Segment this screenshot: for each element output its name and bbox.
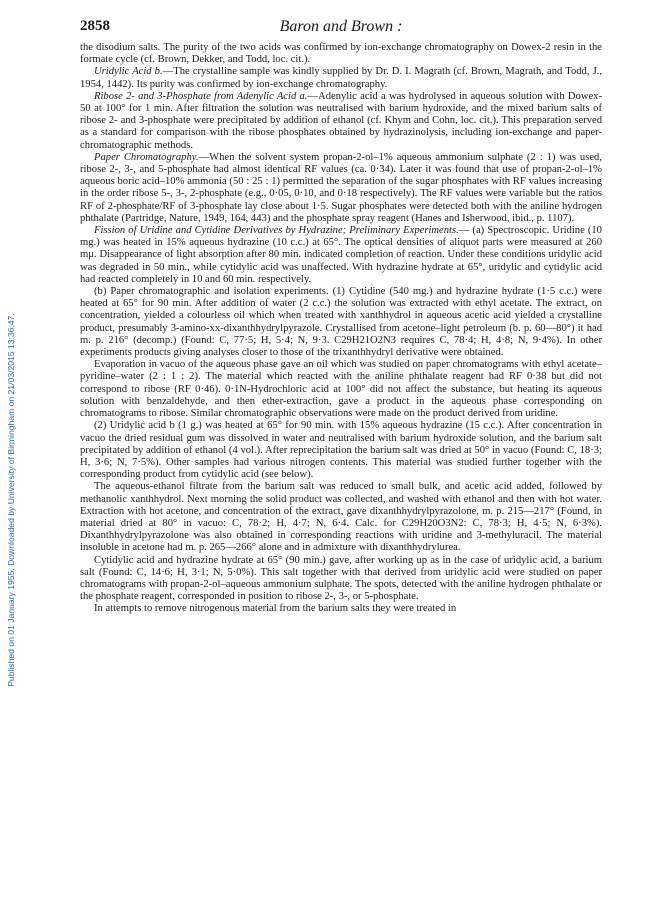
section-heading: Fission of Uridine and Cytidine Derivatives by Hydrazine; Preliminary Experiments. bbox=[94, 225, 459, 237]
paragraph bbox=[80, 91, 602, 152]
paragraph: Evaporation in vacuo of the aqueous phase gave an oil which was studied on paper chromatograms with ethyl acetate–pyridine–water (2 : 1 : 2). The material which reacted with the aniline phthalate reagent had RF 0·38 but did not correspond to ribose (RF 0·46). 0·1N-Hydrochloric acid at 100° did not affect the substance, but heating its aqueous solution with benzaldehyde, and then ether-extraction, gave a product in the aqueous phase corresponding on chromatograms to ribose. Similar chromatographic observations were made on the product derived from uridine. bbox=[80, 359, 602, 420]
paragraph bbox=[80, 225, 602, 286]
running-head: Baron and Brown : bbox=[279, 18, 403, 35]
paragraph: In attempts to remove nitrogenous material from the barium salts they were treated in bbox=[94, 603, 457, 615]
page-number: 2858 bbox=[80, 18, 110, 34]
paragraph-text: —The crystalline sample was kindly supplied by Dr. D. I. Magrath (cf. Brown, Magrath, and Todd, J., 1954, 1442). Its purity was confirmed by ion-exchange chromatography. bbox=[80, 66, 602, 90]
publication-side-note bbox=[4, 100, 18, 900]
paragraph bbox=[80, 152, 602, 225]
paragraph bbox=[80, 66, 602, 90]
paragraph: (b) Paper chromatographic and isolation experiments. (1) Cytidine (540 mg.) and hydrazine hydrate (1·5 c.c.) were heated at 65° for 90 min. After addition of water (2 c.c.) the solution was extracted with ethyl acetate. The extract, on concentration, yielded a colourless oil which when treated with xanthhydrol in aqueous acetic acid yielded a crystalline product, presumably 3-amino-xx-dixanthhydrylpyrazole. Crystallised from acetone–light petroleum (b. p. 60—80°) it had m. p. 216° (decomp.) (Found: C, 77·5; H, 5·4; N, 9·3. C29H21O2N3 requires C, 78·4; H, 4·8; N, 9·4%). In other experiments products giving analyses closer to those of the trixanthhydryl derivative were obtained. bbox=[80, 286, 602, 359]
paragraph-text: —Adenylic acid a was hydrolysed in aqueous solution with Dowex-50 at 100° for 1 min. After filtration the solution was neutralised with barium hydroxide, and the mixed barium salts of ribose 2- and 3-phosphate were precipitated by addition of ethanol (cf. Khym and Cohn, loc. cit.). This preparation served as a standard for comparison with the ribose phosphates obtained by hydrazinolysis, including ion-exchange and paper-chromatographic methods. bbox=[80, 90, 603, 151]
paragraph: The aqueous-ethanol filtrate from the barium salt was reduced to small bulk, and acetic acid added, followed by methanolic xanthhydrol. Next morning the solid product was collected, and washed with ethanol and then with hot water. Extraction with hot acetone, and concentration of the extract, gave dixanthhydrylpyrazolone, m. p. 215—217° (Found, in material dried at 80° in vacuo: C, 78·2; H, 4·7; N, 6·4. Calc. for C29H20O3N2: C, 78·3; H, 4·5; N, 6·3%). Dixanthhydrylpyrazolone was also obtained in corresponding reactions with uridine and 3-methyluracil. The material insoluble in acetone had m. p. 265—266° alone and in admixture with dixanthhydrylurea. bbox=[80, 481, 602, 554]
article-body bbox=[80, 42, 602, 616]
paragraph: (2) Uridylic acid b (1 g.) was heated at 65° for 90 min. with 15% aqueous hydrazine (15 c.c.). After concentration in vacuo the dried residual gum was dissolved in water and neutralised with barium hydroxide solution, and the barium salt precipitated by addition of ethanol (4 vol.). After reprecipitation the barium salt was dried at 50° in vacuo (Found: C, 18·3; H, 3·6; N, 7·5%). Other samples had various nitrogen contents. This material was studied further together with the corresponding product from cytidylic acid (see below). bbox=[80, 420, 602, 481]
paragraph-text: — (a) Spectroscopic. Uridine (10 mg.) was heated in 15% aqueous hydrazine (10 c.c.) at 65°. The optical densities of aliquot parts were measured at 260 mμ. Disappearance of light absorption after 80 min. indicated completion of reaction. Under these conditions uridylic acid was degraded in 50 min., while cytidylic acid was unaffected. With hydrazine hydrate at 65°, uridylic and cytidylic acid had reacted completely in 10 and 60 min. respectively. bbox=[80, 225, 602, 285]
paragraph-text: —When the solvent system propan-2-ol–1% aqueous ammonium sulphate (2 : 1) was used, ribose 2-, 3-, and 5-phosphate had almost identical RF values (ca. 0·34). Later it was found that use of propan-2-ol–1% aqueous boric acid–10% ammonia (50 : 25 : 1) permitted the separation of the sugar phosphates with RF values increasing in the order ribose 5-, 3-, 2-phosphate (e.g., 0·05, 0·10, and 0·18 respectively). The RF values were variable but the ratios RF of 2-phosphate/RF of 3-phosphate lay close about 1·5. Sugar phosphates were detected both with the aniline hydrogen phthalate (Partridge, Nature, 1949, 164, 443) and the phosphate spray reagent (Hanes and Isherwood, ibid., p. 1107). bbox=[80, 151, 602, 224]
paragraph: Cytidylic acid and hydrazine hydrate at 65° (90 min.) gave, after working up as in the case of uridylic acid, a barium salt (Found: C, 14·6; H, 3·1; N, 5·0%). This salt together with that derived from uridylic acid were studied on paper chromatograms with propan-2-ol–aqueous ammonium sulphate. The spots, detected with the aniline hydrogen phthalate or the phosphate reagent, corresponded in position to ribose 2-, 3-, or 5-phosphate. bbox=[80, 554, 602, 603]
section-heading: Uridylic Acid b. bbox=[94, 66, 163, 78]
side-note-text: Published on 01 January 1955. Downloaded by University of Birmingham on 21/03/2015 13:36:47. bbox=[6, 313, 16, 687]
section-heading: Ribose 2- and 3-Phosphate from Adenylic Acid a. bbox=[94, 90, 308, 102]
page-header bbox=[80, 18, 602, 40]
paragraph: the disodium salts. The purity of the two acids was confirmed by ion-exchange chromatography on Dowex-2 resin in the formate cycle (cf. Brown, Dekker, and Todd, loc. cit.). bbox=[80, 42, 602, 66]
section-heading: Paper Chromatography. bbox=[94, 151, 199, 163]
